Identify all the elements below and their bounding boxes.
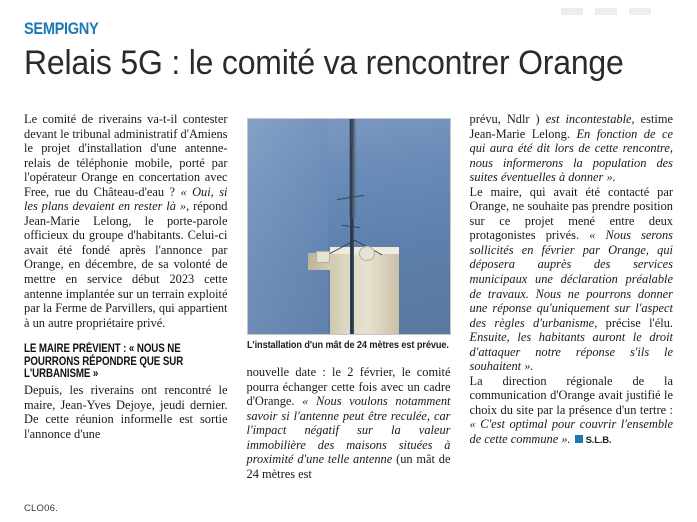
photo-antenna-mast bbox=[247, 118, 451, 335]
paragraph-mayor bbox=[470, 185, 674, 374]
registration-mark bbox=[595, 8, 617, 15]
column-1 bbox=[24, 112, 228, 492]
sky-gradient-left bbox=[247, 118, 329, 335]
locality-kicker: SEMPIGNY bbox=[24, 19, 99, 38]
quote-italic: « C'est optimal pour couvrir l'ensemble de cette commune ». bbox=[469, 417, 673, 447]
text-run: , répond Jean-Marie Lelong, le porte-parole officieux du groupe d'habitants. Celui-ci avait été fondé après l'annonce par Orange, en décembre, de sa volonté de mettre en service début 2023 cette antenne implantée sur un terrain exploité par la Ferme de Parvillers, qui appartient à un autre propriétaire privé. bbox=[24, 199, 228, 330]
paragraph-orange-statement bbox=[470, 374, 674, 449]
column-3 bbox=[470, 112, 674, 492]
paragraph-intro bbox=[24, 112, 228, 330]
edition-code: CLO06. bbox=[24, 503, 58, 514]
article-columns bbox=[24, 112, 673, 492]
registration-mark bbox=[629, 8, 651, 15]
paragraph-continuation bbox=[470, 112, 674, 185]
column-2 bbox=[247, 112, 451, 492]
paragraph-new-date bbox=[247, 365, 451, 481]
text-run: nouvelle date : le 2 février, le comité pourra échanger cette fois avec un cadre d'Orange. bbox=[246, 365, 451, 409]
square-bullet-icon bbox=[575, 435, 583, 443]
antenna-equipment-box bbox=[359, 246, 375, 261]
article-photo-block bbox=[247, 118, 451, 352]
building-body bbox=[330, 253, 399, 335]
quote-italic: « Nous serons sollicités en février par Orange, qui déposera auprès des services municipaux une déclaration préalable de travaux. Nous ne pourrons donner une réponse qu'uniquement sur l'aspect des règles d'urbanisme bbox=[469, 228, 673, 330]
quote-italic: est incontestable bbox=[545, 112, 632, 126]
text-run: , précise l'élu. bbox=[594, 315, 673, 330]
text-run: prévu, Ndlr ) bbox=[469, 112, 546, 126]
text-run: (un mât de 24 mètres est bbox=[246, 452, 451, 481]
section-subhead: LE MAIRE PRÉVIENT : « NOUS NE POURRONS RÉPONDRE QUE SUR L'URBANISME » bbox=[24, 342, 184, 381]
quote-italic: Ensuite, les habitants auront le droit d'attaquer notre réponse s'ils le souhaitent ». bbox=[469, 330, 673, 374]
text-run: Le comité de riverains va-t-il contester devant le tribunal administratif d'Amiens le projet d'installation d'une antenne-relais de téléphonie mobile, porté par l'opérateur Orange en concertation avec Free, rue du Château-d'eau ? bbox=[24, 112, 228, 199]
quote-italic: En fonction de ce qui aura été dit lors de cette rencontre, nous informerons la population des suites éventuelles à donner ». bbox=[469, 126, 674, 185]
page-title: Relais 5G : le comité va rencontrer Orange bbox=[24, 43, 624, 82]
text-run: Le maire, qui avait été contacté par Orange, ne souhaite pas prendre position sur ce projet mené entre deux protagonistes privés. bbox=[469, 184, 673, 243]
photo-caption: L'installation d'un mât de 24 mètres est prévue. bbox=[246, 340, 449, 351]
quote-italic: « Nous voulons notamment savoir si l'antenne peut être reculée, car l'impact négatif sur la valeur immobilière des maisons situées à proximité d'une telle antenne bbox=[246, 394, 451, 467]
registration-mark bbox=[561, 8, 583, 15]
paragraph-meeting: Depuis, les riverains ont rencontré le maire, Jean-Yves Dejoye, jeudi dernier. De cette réunion informelle est sortie l'annonce d'une bbox=[24, 382, 228, 441]
text-run: La direction régionale de la communication d'Orange avait justifié le choix du site par la présence d'un tertre : bbox=[469, 373, 673, 417]
quote-italic: « Oui, si les plans devaient en rester là » bbox=[24, 184, 228, 214]
text-run: , estime Jean-Marie Lelong. bbox=[469, 112, 673, 141]
byline-initials: S.L.B. bbox=[585, 435, 612, 447]
byline bbox=[571, 432, 612, 446]
mast-tip bbox=[351, 118, 353, 148]
antenna-equipment-box bbox=[316, 251, 330, 264]
registration-marks bbox=[553, 2, 673, 10]
